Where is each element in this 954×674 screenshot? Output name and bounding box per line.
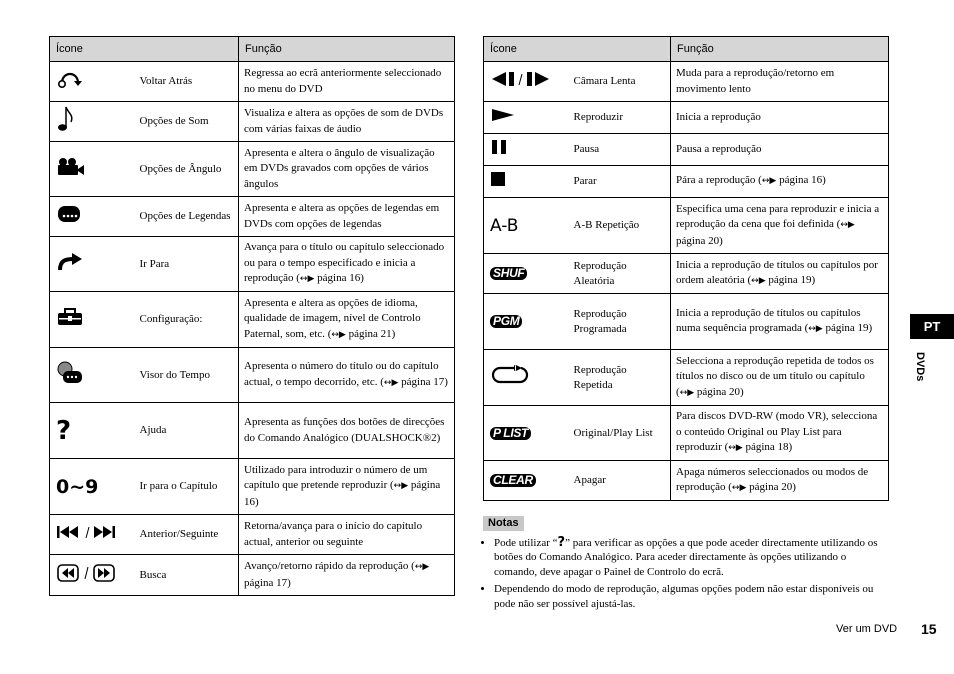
row-function: Avanço/retorno rápido da reprodução (↔▶ página 17)	[239, 555, 455, 596]
page-ref-arrow-icon: ↔▶	[299, 274, 315, 285]
left-icon-table	[49, 36, 455, 596]
subtitle-icon	[56, 204, 82, 229]
row-name: Opções de Ângulo	[140, 142, 239, 197]
row-name: Anterior/Seguinte	[140, 515, 239, 555]
row-name: Reprodução Repetida	[574, 350, 671, 406]
table-row	[50, 142, 455, 197]
header-function: Função	[671, 37, 889, 62]
row-name: Reprodução Aleatória	[574, 254, 671, 294]
row-name: Visor do Tempo	[140, 348, 239, 403]
page-ref-arrow-icon: ↔▶	[731, 483, 747, 493]
help-icon: ?	[557, 534, 566, 550]
table-row	[50, 459, 455, 515]
table-row	[484, 134, 889, 166]
row-function: Selecciona a reprodução repetida de todos os títulos no disco ou de um título ou capítulo (↔▶ página 20)	[671, 350, 889, 406]
header-function: Função	[239, 37, 455, 62]
page-ref-arrow-icon: ↔▶	[840, 220, 855, 231]
page-ref-arrow-icon: ↔▶	[331, 329, 346, 340]
row-name: A-B Repetição	[574, 198, 671, 254]
page-number: 15	[921, 621, 937, 637]
page-ref-arrow-icon: ↔▶	[383, 377, 399, 388]
page-ref-arrow-icon: ↔▶	[728, 443, 743, 454]
shuffle-icon: SHUF	[490, 267, 527, 280]
page-ref-arrow-icon: ↔▶	[679, 387, 695, 398]
playlist-icon: P LIST	[490, 427, 531, 440]
table-row	[484, 350, 889, 406]
row-function: Muda para a reprodução/retorno em movimento lento	[671, 62, 889, 102]
notes-section	[483, 516, 888, 614]
camera-icon	[56, 157, 86, 182]
page-ref-arrow-icon: ↔▶	[751, 276, 766, 286]
row-name: Opções de Som	[140, 102, 239, 142]
digits-icon: 0~9	[56, 475, 99, 498]
table-row	[484, 406, 889, 461]
table-row	[50, 403, 455, 459]
repeat-icon	[490, 365, 530, 390]
language-tab: PT	[910, 314, 954, 339]
row-function: Apresenta e altera as opções de idioma, qualidade de imagem, nível de Controlo Paternal, som, etc. (↔▶ página 21)	[239, 292, 455, 348]
row-name: Reproduzir	[574, 102, 671, 134]
row-name: Pausa	[574, 134, 671, 166]
goto-arrow-icon	[56, 252, 84, 277]
help-icon: ?	[56, 415, 72, 446]
row-name: Busca	[140, 555, 239, 596]
scan-icon	[56, 563, 118, 588]
table-row	[50, 237, 455, 292]
table-row	[50, 197, 455, 237]
page-ref-arrow-icon: ↔▶	[761, 176, 777, 187]
row-name: Voltar Atrás	[140, 62, 239, 102]
row-function: Pára a reprodução (↔▶ página 16)	[671, 166, 889, 198]
list-item: • Dependendo do modo de reprodução, algumas opções podem não estar disponíveis ou pode não ser possível ajustá-las.	[494, 582, 888, 611]
table-row	[484, 461, 889, 501]
table-row	[484, 254, 889, 294]
row-function: Apresenta e altera o ângulo de visualização em DVDs gravados com opções de vários ângulos	[239, 142, 455, 197]
table-row	[50, 62, 455, 102]
footer-text: Ver um DVD	[836, 623, 898, 635]
time-icon	[56, 361, 84, 390]
row-name: Ir para o Capítulo	[140, 459, 239, 515]
table-row	[484, 166, 889, 198]
slow-motion-icon	[490, 71, 554, 92]
table-row	[484, 294, 889, 350]
table-row	[50, 555, 455, 596]
program-icon: PGM	[490, 315, 522, 328]
row-name: Ajuda	[140, 403, 239, 459]
table-row	[484, 198, 889, 254]
row-function: Para discos DVD-RW (modo VR), selecciona o conteúdo Original ou Play List para reproduzir (↔▶ página 18)	[671, 406, 889, 461]
page-ref-arrow-icon: ↔▶	[393, 481, 409, 492]
row-function: Inicia a reprodução	[671, 102, 889, 134]
prev-next-icon	[56, 524, 124, 545]
row-function: Visualiza e altera as opções de som de DVDs com várias faixas de áudio	[239, 102, 455, 142]
toolbox-icon	[56, 307, 84, 332]
row-function: Inicia a reprodução de títulos ou capítulos por ordem aleatória (↔▶ página 19)	[671, 254, 889, 294]
table-row	[484, 102, 889, 134]
row-function: Apaga números seleccionados ou modos de reprodução (↔▶ página 20)	[671, 461, 889, 501]
pause-icon	[490, 139, 508, 160]
row-name: Parar	[574, 166, 671, 198]
section-label: DVDs	[914, 352, 926, 382]
row-function: Utilizado para introduzir o número de um capítulo que pretende reproduzir (↔▶ página 16)	[239, 459, 455, 515]
row-name: Original/Play List	[574, 406, 671, 461]
row-function: Apresenta e altera as opções de legendas em DVDs com opções de legendas	[239, 197, 455, 237]
music-note-icon	[56, 105, 76, 138]
row-name: Ir Para	[140, 237, 239, 292]
row-name: Opções de Legendas	[140, 197, 239, 237]
table-row	[50, 515, 455, 555]
table-row	[50, 102, 455, 142]
row-name: Apagar	[574, 461, 671, 501]
play-icon	[490, 108, 516, 127]
row-function: Regressa ao ecrã anteriormente seleccionado no menu do DVD	[239, 62, 455, 102]
right-icon-table	[483, 36, 889, 501]
header-icon: Ícone	[50, 37, 239, 62]
row-function: Inicia a reprodução de títulos ou capítulos numa sequência programada (↔▶ página 19)	[671, 294, 889, 350]
row-name: Reprodução Programada	[574, 294, 671, 350]
stop-icon	[490, 171, 506, 192]
row-function: Apresenta as funções dos botões de direcções do Comando Analógico (DUALSHOCK®2)	[239, 403, 455, 459]
table-row	[50, 348, 455, 403]
notes-title: Notas	[483, 516, 524, 531]
row-name: Configuração:	[140, 292, 239, 348]
row-function: Avança para o título ou capítulo seleccionado ou para o tempo especificado e inicia a reprodução (↔▶ página 16)	[239, 237, 455, 292]
return-icon	[56, 69, 84, 94]
page-ref-arrow-icon: ↔▶	[808, 324, 823, 334]
row-function: Especifica uma cena para reproduzir e inicia a reprodução da cena que foi definida (↔▶ página 20)	[671, 198, 889, 254]
row-function: Retorna/avança para o início do capítulo actual, anterior ou seguinte	[239, 515, 455, 555]
row-function: Apresenta o número do título ou do capítulo actual, o tempo decorrido, etc. (↔▶ página 17)	[239, 348, 455, 403]
notes-list	[483, 536, 888, 612]
clear-icon: CLEAR	[490, 474, 536, 487]
row-name: Câmara Lenta	[574, 62, 671, 102]
page-ref-arrow-icon: ↔▶	[414, 562, 430, 572]
table-row	[50, 292, 455, 348]
list-item: • Pode utilizar “?” para verificar as opções a que pode aceder directamente utilizando os botões do Comando Analógico. Para aceder directamente às opções utilizando o comando, deve apagar o Painel de Controlo do ecrã.	[494, 536, 888, 580]
header-icon: Ícone	[484, 37, 671, 62]
row-function: Pausa a reprodução	[671, 134, 889, 166]
ab-repeat-icon: A-B	[490, 215, 519, 236]
table-row	[484, 62, 889, 102]
